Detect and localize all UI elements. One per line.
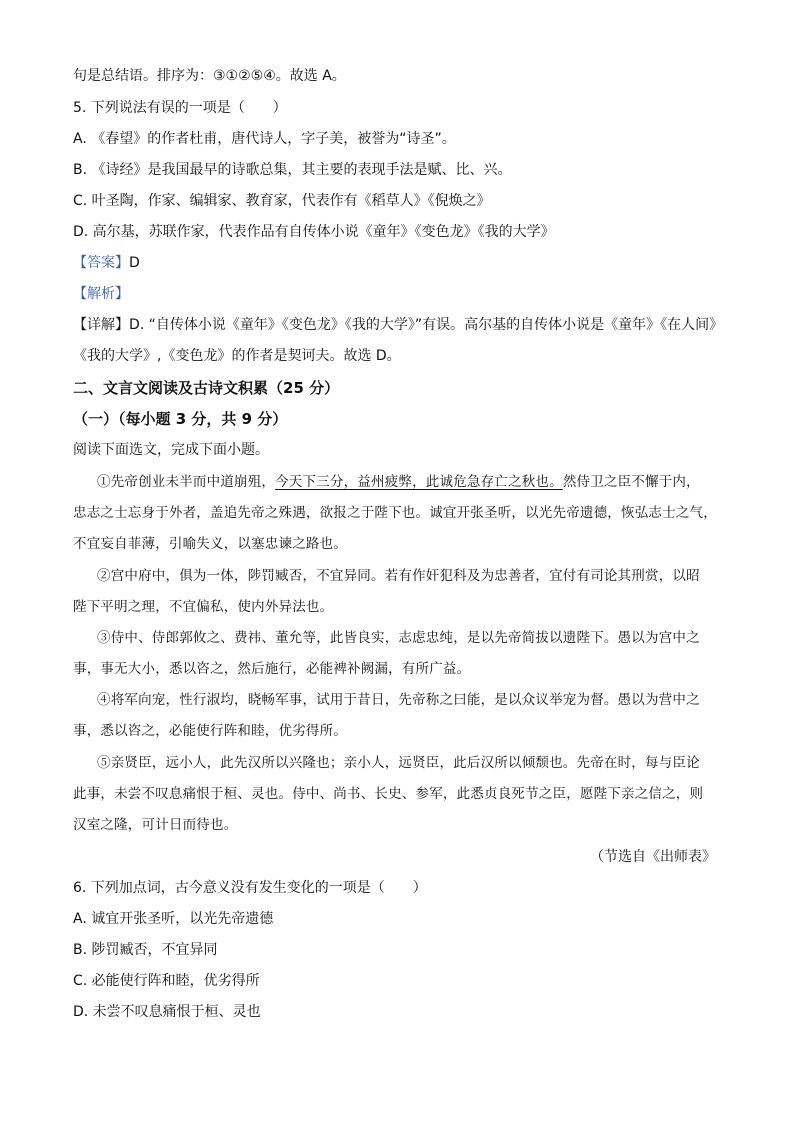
underlined-sentence: 今天下三分，益州疲弊，此诚危急存亡之秋也。: [275, 474, 563, 490]
option-6c: C. 必能使行阵和睦，优劣得所: [73, 973, 260, 989]
passage-line: [97, 472, 722, 492]
answer-line: [73, 253, 722, 273]
analysis-line: [73, 284, 722, 304]
option-5a: A. 《春望》的作者杜甫，唐代诗人，字子美，被誉为“诗圣”。: [73, 131, 456, 147]
passage-line: 忠志之士忘身于外者，盖追先帝之殊遇，欲报之于陛下也。诚宜开张圣听，以光先帝遗德，恢弘志士之气，: [73, 505, 717, 521]
detail-tag: 【详解】: [73, 317, 129, 333]
passage-line: ④将军向宠，性行淑均，晓畅军事，试用于昔日，先帝称之曰能，是以众议举宠为督。愚以为营中之: [97, 692, 700, 708]
option-6a: A. 诚宜开张圣听，以光先帝遗德: [73, 911, 274, 927]
option-5d: D. 高尔基，苏联作家，代表作品有自传体小说《童年》《变色龙》《我的大学》: [73, 224, 555, 240]
question-6: 6. 下列加点词，古今意义没有发生变化的一项是（ ）: [73, 880, 427, 896]
text-line: 句是总结语。排序为：③①②⑤④。故选 A。: [73, 68, 346, 84]
option-5b: B. 《诗经》是我国最早的诗歌总集，其主要的表现手法是赋、比、兴。: [73, 162, 512, 178]
detail-line-2: 《我的大学》,《变色龙》的作者是契诃夫。故选 D。: [73, 348, 401, 364]
detail-line-1: [73, 315, 722, 335]
detail-text: D. “自传体小说《童年》《变色龙》《我的大学》”有误。高尔基的自传体小说是《童年》《在人间》: [129, 317, 724, 333]
option-6b: B. 陟罚臧否，不宜异同: [73, 942, 218, 958]
passage-line: ③侍中、侍郎郭攸之、费祎、董允等，此皆良实，志虑忠纯，是以先帝简拔以遗陛下。愚以为宫中之: [97, 630, 700, 646]
option-5c: C. 叶圣陶，作家、编辑家、教育家，代表作有《稻草人》《倪焕之》: [73, 193, 491, 209]
passage-line: 不宜妄自菲薄，引喻失义，以塞忠谏之路也。: [73, 536, 347, 552]
passage-line: ⑤亲贤臣，远小人，此先汉所以兴隆也；亲小人，远贤臣，此后汉所以倾颓也。先帝在时，每与臣论: [97, 755, 700, 771]
passage-line: ②宫中府中，俱为一体，陟罚臧否，不宜异同。若有作奸犯科及为忠善者，宜付有司论其刑赏，以昭: [97, 568, 700, 584]
instruction-text: 阅读下面选文，完成下面小题。: [73, 442, 269, 458]
section-heading: 二、文言文阅读及古诗文积累（25 分）: [73, 379, 340, 397]
question-5: 5. 下列说法有误的一项是（ ）: [73, 100, 287, 116]
passage-text: 然侍卫之臣不懈于内，: [562, 474, 700, 490]
answer-tag: 【答案】: [73, 255, 129, 271]
passage-text: ①先帝创业未半而中道崩殂，: [97, 474, 276, 490]
passage-line: 陛下平明之理，不宜偏私，使内外异法也。: [73, 599, 334, 615]
answer-value: D: [129, 255, 140, 271]
passage-line: 事，悉以咨之，必能使行阵和睦，优劣得所。: [73, 723, 347, 739]
subsection-heading: （一）（每小题 3 分，共 9 分）: [73, 410, 288, 428]
passage-line: 汉室之隆，可计日而待也。: [73, 817, 238, 833]
passage-line: 事，事无大小，悉以咨之，然后施行，必能裨补阙漏，有所广益。: [73, 661, 471, 677]
passage-line: 此事，未尝不叹息痛恨于桓、灵也。侍中、尚书、长史、参军，此悉贞良死节之臣，愿陛下亲之信之，则: [73, 786, 704, 802]
source-citation: （节选自《出师表》: [590, 849, 716, 865]
option-6d: D. 未尝不叹息痛恨于桓、灵也: [73, 1004, 261, 1020]
analysis-tag: 【解析】: [73, 286, 129, 302]
